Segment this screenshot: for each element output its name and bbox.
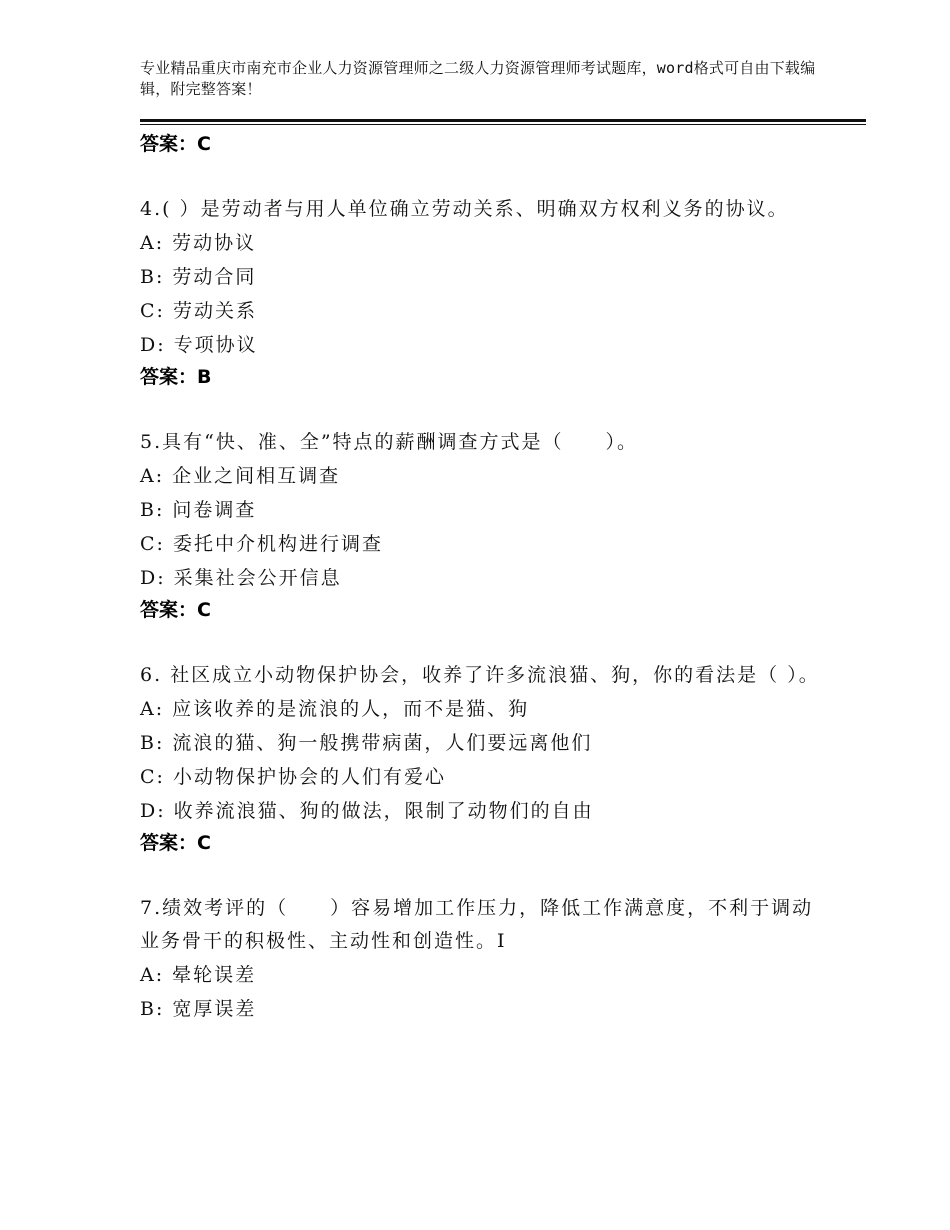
option-c: C: 委托中介机构进行调查 — [140, 533, 383, 555]
question-stem: 7.绩效考评的（ ）容易增加工作压力，降低工作满意度，不利于调动业务骨干的积极性、主动性和创造性。I — [140, 897, 814, 952]
option-b: B: 问卷调查 — [140, 499, 257, 521]
option-b: B: 宽厚误差 — [140, 998, 257, 1020]
question-stem: 6. 社区成立小动物保护协会，收养了许多流浪猫、狗，你的看法是（ ）。 — [140, 664, 820, 686]
question-stem: 5.具有“快、准、全”特点的薪酬调查方式是（ ）。 — [140, 431, 639, 453]
option-a: A: 企业之间相互调查 — [140, 465, 341, 487]
option-d: D: 专项协议 — [140, 334, 258, 356]
page-header-title: 专业精品重庆市南充市企业人力资源管理师之二级人力资源管理师考试题库，word格式可自由下载编辑，附完整答案！ — [140, 59, 816, 98]
question-block — [140, 426, 830, 625]
answer-line: 答案：B — [140, 366, 212, 388]
option-a: A: 晕轮误差 — [140, 964, 257, 986]
question-list — [140, 129, 830, 1026]
option-d: D: 收养流浪猫、狗的做法，限制了动物们的自由 — [140, 800, 594, 822]
answer-line: 答案：C — [140, 133, 211, 155]
question-block — [140, 659, 830, 858]
question-block — [140, 892, 830, 1026]
option-a: A: 劳动协议 — [140, 232, 257, 254]
answer-line: 答案：C — [140, 599, 211, 621]
option-b: B: 流浪的猫、狗一般携带病菌，人们要远离他们 — [140, 732, 593, 754]
option-c: C: 劳动关系 — [140, 300, 257, 322]
option-b: B: 劳动合同 — [140, 266, 257, 288]
question-stem: 4.( ）是劳动者与用人单位确立劳动关系、明确双方权利义务的协议。 — [140, 198, 789, 220]
option-d: D: 采集社会公开信息 — [140, 567, 342, 589]
question-block — [140, 193, 830, 392]
header-divider — [140, 119, 866, 125]
option-a: A: 应该收养的是流浪的人，而不是猫、狗 — [140, 698, 530, 720]
option-c: C: 小动物保护协会的人们有爱心 — [140, 766, 446, 788]
answer-line: 答案：C — [140, 832, 211, 854]
